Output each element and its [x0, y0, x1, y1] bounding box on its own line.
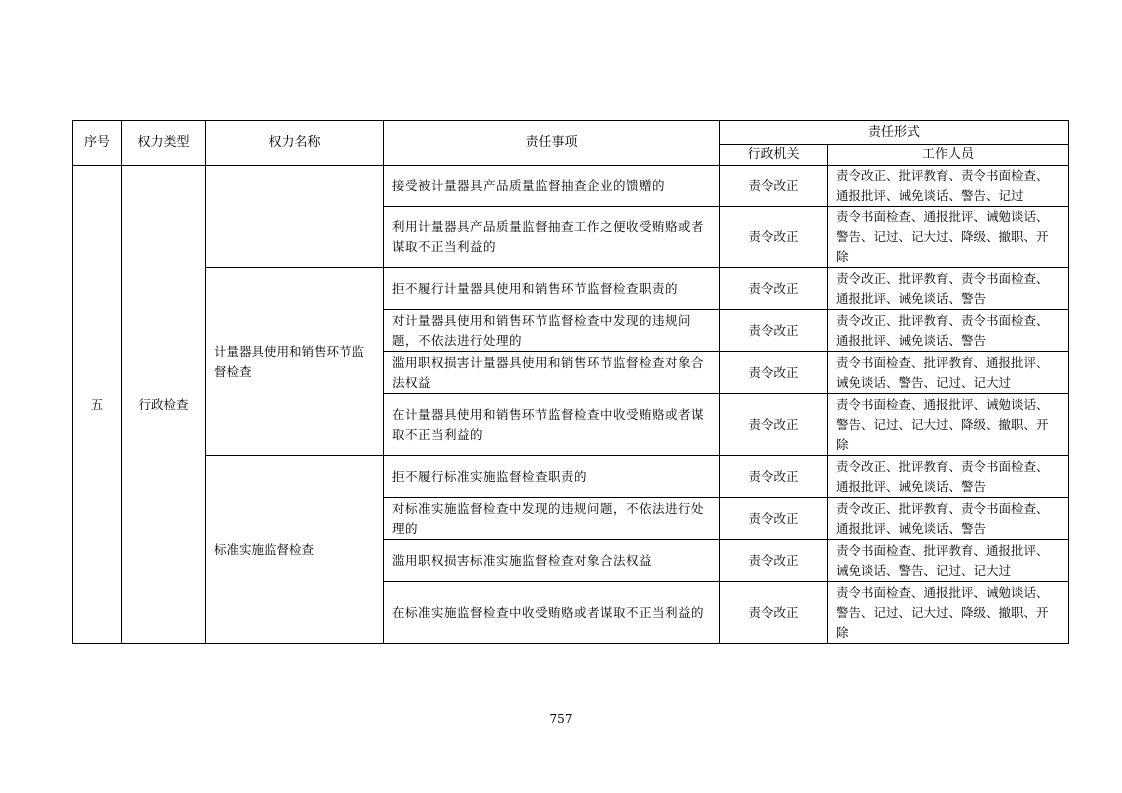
section-power-type: 行政检查 [122, 166, 206, 644]
header-power-name: 权力名称 [206, 121, 384, 166]
matter-cell: 滥用职权损害标准实施监督检查对象合法权益 [384, 540, 720, 582]
staff-cell: 责令书面检查、批评教育、通报批评、诫免谈话、警告、记过、记大过 [828, 352, 1069, 394]
table-row [73, 456, 1069, 498]
staff-cell: 责令书面检查、通报批评、诫勉谈话、警告、记过、记大过、降级、撤职、开除 [828, 207, 1069, 268]
matter-cell: 在标准实施监督检查中收受贿赂或者谋取不正当利益的 [384, 582, 720, 644]
staff-cell: 责令改正、批评教育、责令书面检查、通报批评、诫免谈话、警告 [828, 498, 1069, 540]
staff-cell: 责令书面检查、通报批评、诫勉谈话、警告、记过、记大过、降级、撤职、开除 [828, 582, 1069, 644]
matter-cell: 滥用职权损害计量器具使用和销售环节监督检查对象合法权益 [384, 352, 720, 394]
header-form: 责任形式 [720, 121, 1069, 145]
agency-cell: 责令改正 [720, 166, 828, 207]
staff-cell: 责令书面检查、批评教育、通报批评、诫免谈话、警告、记过、记大过 [828, 540, 1069, 582]
matter-cell: 拒不履行标准实施监督检查职责的 [384, 456, 720, 498]
header-power-type: 权力类型 [122, 121, 206, 166]
table-header [73, 121, 1069, 166]
staff-cell: 责令改正、批评教育、责令书面检查、通报批评、诫免谈话、警告 [828, 268, 1069, 310]
group-name: 计量器具使用和销售环节监督检查 [206, 268, 384, 456]
table-row [73, 166, 1069, 207]
header-seq: 序号 [73, 121, 122, 166]
matter-cell: 拒不履行计量器具使用和销售环节监督检查职责的 [384, 268, 720, 310]
group-name [206, 166, 384, 268]
agency-cell: 责令改正 [720, 394, 828, 456]
staff-cell: 责令改正、批评教育、责令书面检查、通报批评、诫免谈话、警告 [828, 456, 1069, 498]
agency-cell: 责令改正 [720, 582, 828, 644]
agency-cell: 责令改正 [720, 310, 828, 352]
group-name: 标准实施监督检查 [206, 456, 384, 644]
page-number: 757 [549, 712, 573, 726]
staff-cell: 责令改正、批评教育、责令书面检查、通报批评、诫免谈话、警告 [828, 310, 1069, 352]
agency-cell: 责令改正 [720, 352, 828, 394]
agency-cell: 责令改正 [720, 268, 828, 310]
agency-cell: 责令改正 [720, 540, 828, 582]
agency-cell: 责令改正 [720, 207, 828, 268]
agency-cell: 责令改正 [720, 498, 828, 540]
matter-cell: 对标准实施监督检查中发现的违规问题，不依法进行处理的 [384, 498, 720, 540]
section-seq: 五 [73, 166, 122, 644]
agency-cell: 责令改正 [720, 456, 828, 498]
matter-cell: 接受被计量器具产品质量监督抽查企业的馈赠的 [384, 166, 720, 207]
matter-cell: 对计量器具使用和销售环节监督检查中发现的违规问题，不依法进行处理的 [384, 310, 720, 352]
header-staff: 工作人员 [828, 145, 1069, 166]
header-matter: 责任事项 [384, 121, 720, 166]
matter-cell: 在计量器具使用和销售环节监督检查中收受贿赂或者谋取不正当利益的 [384, 394, 720, 456]
staff-cell: 责令改正、批评教育、责令书面检查、通报批评、诫免谈话、警告、记过 [828, 166, 1069, 207]
matter-cell: 利用计量器具产品质量监督抽查工作之便收受贿赂或者谋取不正当利益的 [384, 207, 720, 268]
table-body [73, 166, 1069, 644]
staff-cell: 责令书面检查、通报批评、诫勉谈话、警告、记过、记大过、降级、撤职、开除 [828, 394, 1069, 456]
responsibility-table [72, 120, 1069, 644]
header-agency: 行政机关 [720, 145, 828, 166]
table-row [73, 268, 1069, 310]
